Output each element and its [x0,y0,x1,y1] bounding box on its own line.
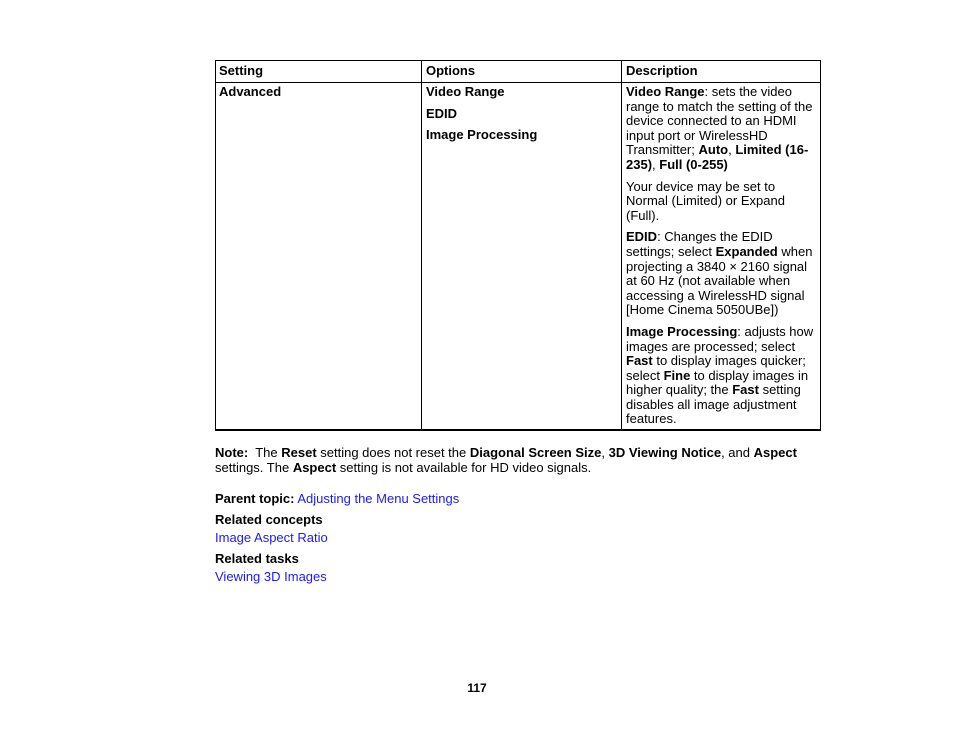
parent-topic-label: Parent topic: [215,491,295,506]
term-video-range: Video Range [626,84,705,99]
desc-text: setting disables all image adjustment features. [626,382,801,427]
options-cell [422,83,622,431]
note-text: settings. The [215,459,293,475]
value-fast: Fast [732,382,759,398]
related-tasks-label: Related tasks [215,551,299,566]
desc-text: : adjusts how images are processed; select [626,323,814,354]
note-text: setting is not available for HD video signals. [336,459,592,475]
value-expanded: Expanded [715,243,778,259]
desc-text: to display images quicker; select [626,353,806,383]
related-tasks-heading [215,552,299,567]
table-row [216,83,821,431]
header-options: Options [422,61,622,83]
viewing-3d-images-link[interactable]: Viewing 3D Images [215,569,327,584]
desc-edid [626,230,816,318]
note-term-diagonal: Diagonal Screen Size [469,445,602,460]
value-full: Full (0-255) [659,156,728,172]
page-number: 117 [467,681,487,695]
setting-cell [216,83,422,431]
description-cell [622,83,821,431]
value-auto: Auto [698,142,729,158]
value-fine: Fine [663,367,691,383]
desc-video-range [626,85,816,173]
note-text: The [248,445,282,460]
related-concepts-label: Related concepts [215,512,323,527]
parent-topic-link[interactable]: Adjusting the Menu Settings [297,491,460,506]
parent-topic [215,492,459,507]
option-video-range: Video Range [426,84,505,99]
related-concepts-heading [215,513,323,528]
value-fast: Fast [626,353,653,369]
header-setting: Setting [216,61,422,83]
note-term-3d-viewing: 3D Viewing Notice [608,445,722,460]
note-label: Note: [215,445,249,460]
related-tasks-item [215,570,327,585]
note-text: , [601,445,609,460]
desc-text: : sets the video range to match the setting of the device connected to an HDMI input port or WirelessHD Transmitter; [626,84,813,158]
note-term-aspect: Aspect [753,445,797,460]
related-concepts-item [215,531,328,546]
setting-name: Advanced [219,84,282,99]
settings-table [215,60,821,431]
header-description: Description [622,61,821,83]
note-text: , and [721,445,754,460]
option-edid: EDID [426,105,458,121]
term-image-processing: Image Processing [626,323,738,339]
table-header-row [216,61,821,83]
desc-text: : Changes the EDID settings; select [626,229,773,259]
desc-device-note: Your device may be set to Normal (Limited) or Expand (Full). [626,178,785,223]
image-aspect-ratio-link[interactable]: Image Aspect Ratio [215,530,328,545]
value-limited: Limited (16-235) [626,142,809,172]
note-term-reset: Reset [281,445,317,460]
separator: , [728,142,736,158]
option-image-processing: Image Processing [426,127,538,143]
desc-text: to display images in higher quality; the [626,367,809,398]
separator: , [652,156,660,172]
desc-image-processing [626,325,816,427]
note-text: setting does not reset the [316,445,470,460]
desc-text: when projecting a 3840 × 2160 signal at 60 Hz (not available when accessing a WirelessHD signal [Home Cinema 5050UBe]) [626,243,813,318]
note-term-aspect: Aspect [292,459,337,475]
term-edid: EDID [626,229,658,245]
note-paragraph [215,446,815,475]
